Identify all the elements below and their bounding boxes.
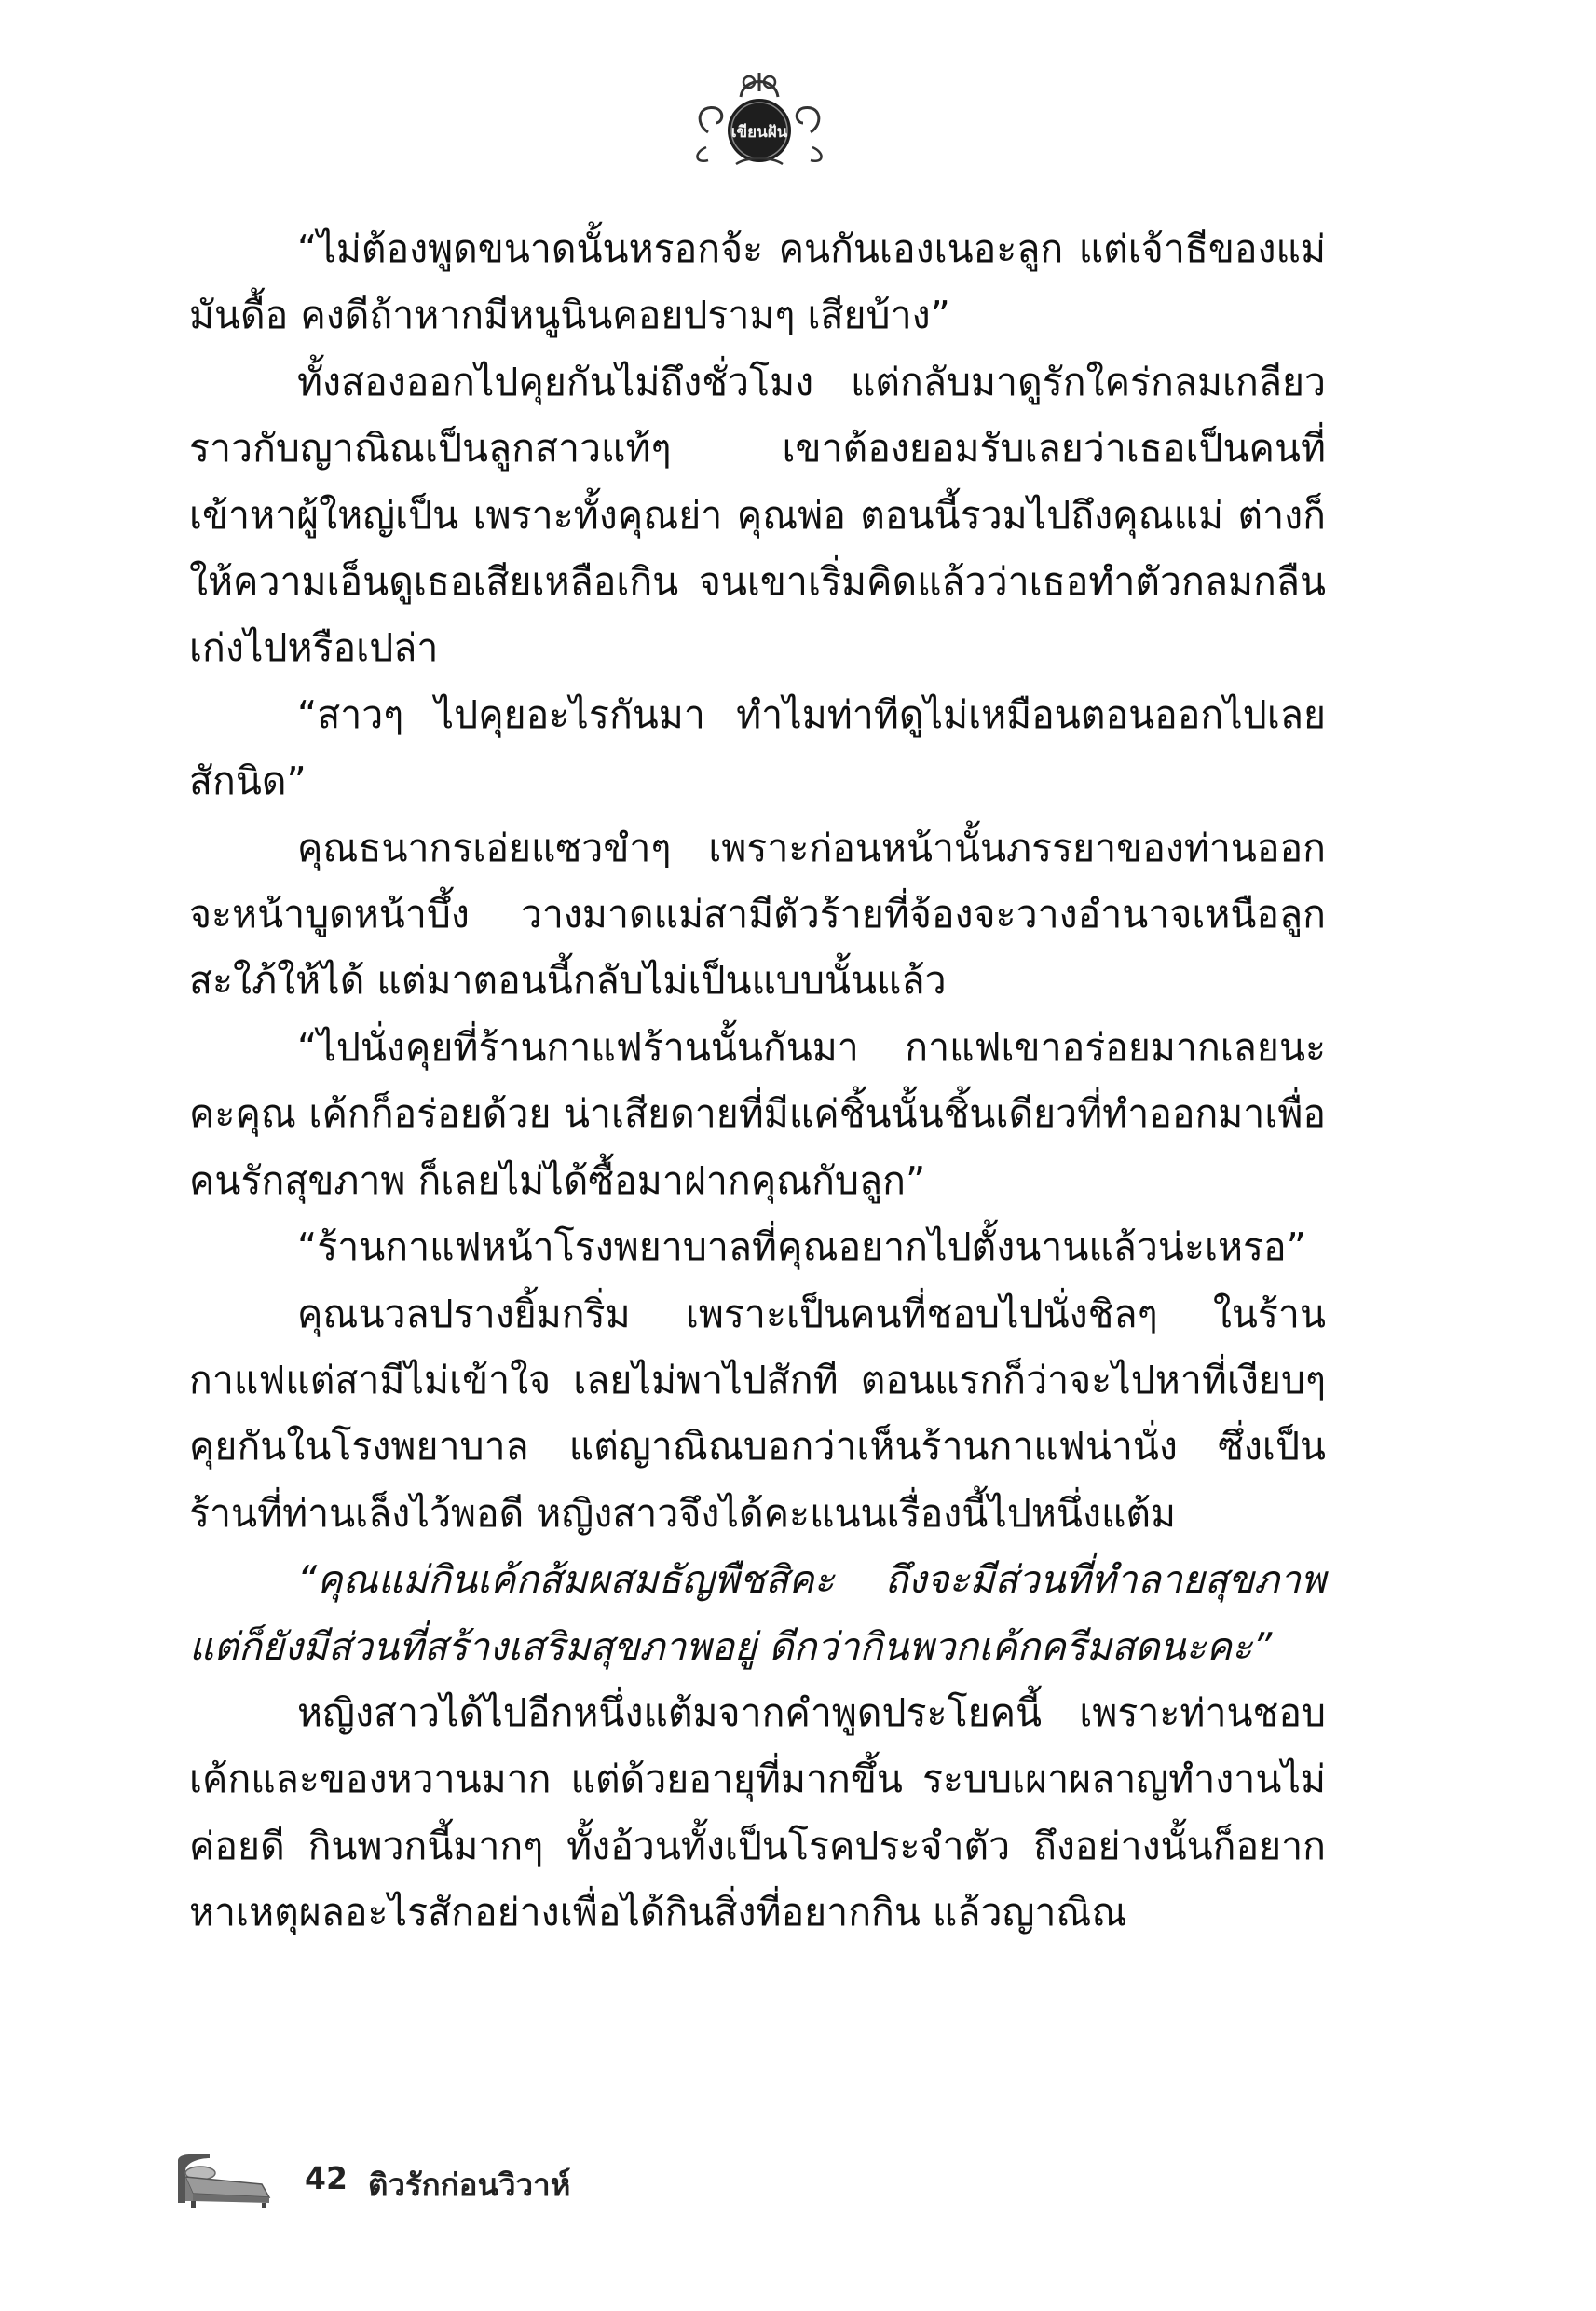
ornamental-crest-icon: [689, 67, 829, 171]
paragraph-italic: “คุณแม่กินเค้กส้มผสมธัญพืชสิคะ ถึงจะมีส่วนที่ทำลายสุขภาพแต่ก็ยังมีส่วนที่สร้างเสริมสุขภาพอยู่ ดีกว่ากินพวกเค้กครีมสดนะคะ”: [189, 1557, 1326, 1669]
paragraph: “ไปนั่งคุยที่ร้านกาแฟร้านนั้นกันมา กาแฟเขาอร่อยมากเลยนะคะคุณ เค้กก็อร่อยด้วย น่าเสียดายที่มีแค่ชิ้นนั้นชิ้นเดียวที่ทำออกมาเพื่อคนรักสุขภาพ ก็เลยไม่ได้ซื้อมาฝากคุณกับลูก”: [189, 1024, 1326, 1203]
body-text: [189, 216, 1326, 1947]
bed-icon: [172, 2151, 273, 2210]
paragraph: ทั้งสองออกไปคุยกันไม่ถึงชั่วโมง แต่กลับมาดูรักใคร่กลมเกลียวราวกับญาณิณเป็นลูกสาวแท้ๆ เขาต้องยอมรับเลยว่าเธอเป็นคนที่เข้าหาผู้ใหญ่เป็น เพราะทั้งคุณย่า คุณพ่อ ตอนนี้รวมไปถึงคุณแม่ ต่างก็ให้ความเอ็นดูเธอเสียเหลือเกิน จนเขาเริ่มคิดแล้วว่าเธอทำตัวกลมกลืนเก่งไปหรือเปล่า: [189, 359, 1326, 671]
paragraph: หญิงสาวได้ไปอีกหนึ่งแต้มจากคำพูดประโยคนี้ เพราะท่านชอบเค้กและของหวานมาก แต่ด้วยอายุที่มากขึ้น ระบบเผาผลาญทำงานไม่ค่อยดี กินพวกนี้มากๆ ทั้งอ้วนทั้งเป็นโรคประจำตัว ถึงอย่างนั้นก็อยากหาเหตุผลอะไรสักอย่างเพื่อได้กินสิ่งที่อยากกิน แล้วญาณิณ: [189, 1689, 1326, 1935]
book-title: ติวรักก่อนวิวาห์: [368, 2167, 571, 2203]
paragraph: คุณธนากรเอ่ยแซวขำๆ เพราะก่อนหน้านั้นภรรยาของท่านออกจะหน้าบูดหน้าบึ้ง วางมาดแม่สามีตัวร้ายที่จ้องจะวางอำนาจเหนือลูกสะใภ้ให้ได้ แต่มาตอนนี้กลับไม่เป็นแบบนั้นแล้ว: [189, 825, 1326, 1004]
paragraph: คุณนวลปรางยิ้มกริ่ม เพราะเป็นคนที่ชอบไปนั่งชิลๆ ในร้านกาแฟแต่สามีไม่เข้าใจ เลยไม่พาไปสักที ตอนแรกก็ว่าจะไปหาที่เงียบๆ คุยกันในโรงพยาบาล แต่ญาณิณบอกว่าเห็นร้านกาแฟน่านั่ง ซึ่งเป็นร้านที่ท่านเล็งไว้พอดี หญิงสาวจึงได้คะแนนเรื่องนี้ไปหนึ่งแต้ม: [189, 1291, 1326, 1536]
page-number: 42: [305, 2160, 348, 2196]
paragraph: “สาวๆ ไปคุยอะไรกันมา ทำไมท่าทีดูไม่เหมือนตอนออกไปเลยสักนิด”: [189, 691, 1326, 804]
logo-text: เขียนฝัน: [730, 123, 788, 142]
paragraph: “ไม่ต้องพูดขนาดนั้นหรอกจ้ะ คนกันเองเนอะลูก แต่เจ้าธีของแม่มันดื้อ คงดีถ้าหากมีหนูนินคอยปรามๆ เสียบ้าง”: [189, 226, 1326, 338]
page-footer: [172, 2141, 731, 2216]
paragraph: “ร้านกาแฟหน้าโรงพยาบาลที่คุณอยากไปตั้งนานแล้วน่ะเหรอ”: [297, 1224, 1306, 1270]
